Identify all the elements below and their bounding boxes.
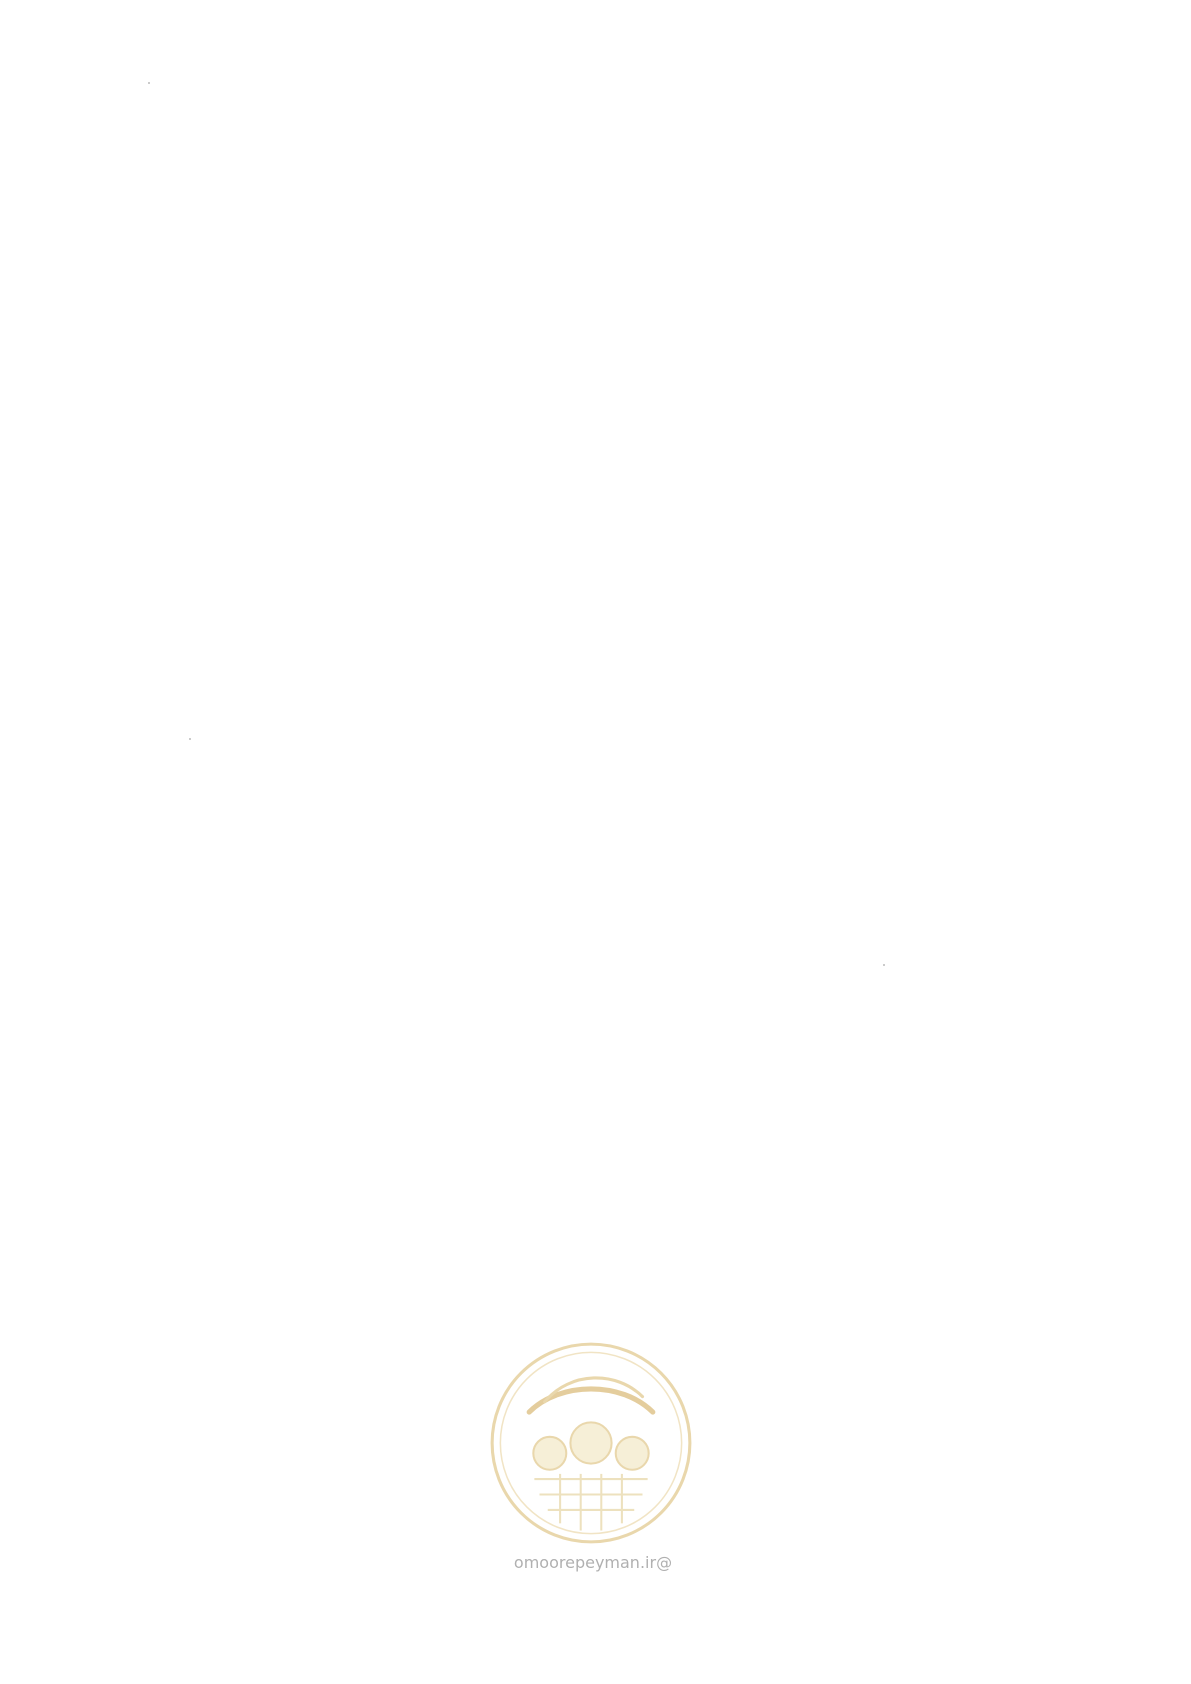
document-body	[329, 112, 929, 541]
watermark-logo-icon	[488, 1340, 694, 1546]
item-text	[329, 393, 867, 426]
item-text	[329, 250, 867, 283]
numbered-item	[329, 504, 929, 537]
numbered-item	[329, 181, 929, 214]
item-text	[329, 430, 867, 463]
item-text	[329, 467, 867, 500]
item-text	[329, 181, 867, 214]
scan-speck	[189, 738, 191, 740]
item-number	[867, 287, 929, 320]
page-number	[0, 1165, 1191, 1185]
item-text	[329, 287, 867, 320]
numbered-item	[329, 250, 929, 283]
numbered-item	[329, 287, 929, 320]
item-number	[867, 181, 929, 214]
numbered-item	[329, 324, 929, 357]
scan-speck	[883, 964, 885, 966]
item-text	[329, 144, 867, 177]
item-text	[329, 324, 867, 357]
item-number	[867, 324, 929, 357]
item-text	[329, 504, 867, 537]
section-heading	[329, 112, 929, 138]
item-number	[867, 467, 929, 500]
item-number	[867, 504, 929, 537]
item-number	[867, 250, 929, 283]
item-number	[867, 430, 929, 463]
section-heading	[329, 361, 929, 387]
item-number	[867, 393, 929, 426]
scan-speck	[148, 82, 150, 84]
item-number	[867, 144, 929, 177]
numbered-item	[329, 144, 929, 177]
numbered-item	[329, 430, 929, 463]
watermark-url: @omoorepeyman.ir	[513, 1553, 673, 1572]
section-heading	[329, 218, 929, 244]
numbered-item	[329, 467, 929, 500]
numbered-item	[329, 393, 929, 426]
